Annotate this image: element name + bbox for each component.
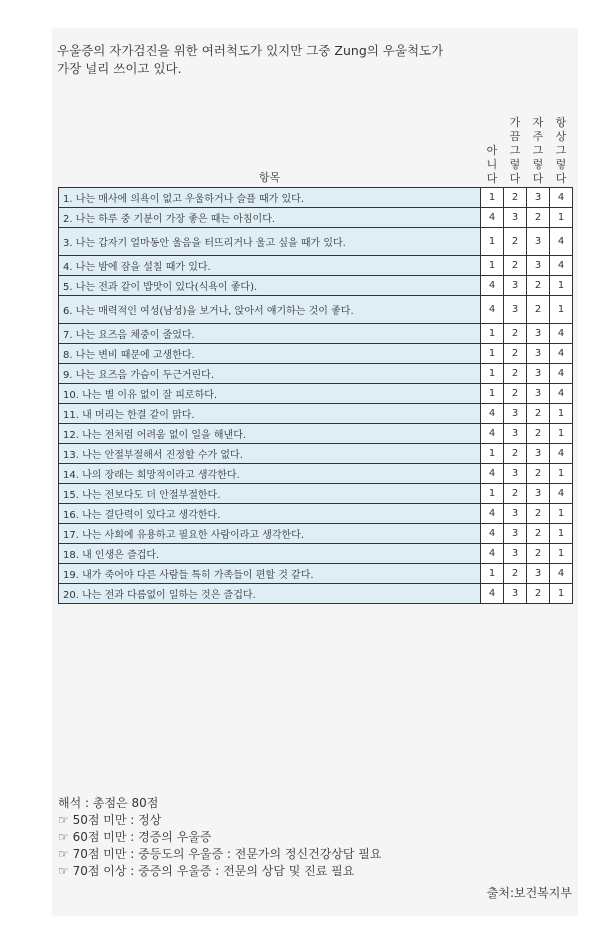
interpretation-line: ☞ 60점 미만 : 경증의 우울증 [58,830,212,844]
item-column-header: 항목 [59,116,481,188]
item-text: 16. 나는 결단력이 있다고 생각한다. [59,504,481,524]
score-cell: 4 [481,584,504,604]
score-cell: 3 [527,324,550,344]
table-header-row [59,116,573,188]
item-text: 5. 나는 전과 같이 밥맛이 있다(식욕이 좋다). [59,276,481,296]
score-cell: 2 [527,524,550,544]
item-text: 3. 나는 갑자기 얼마동안 울음을 터뜨리거나 울고 싶을 때가 있다. [59,228,481,256]
score-cell: 1 [550,524,573,544]
item-text: 14. 나의 장래는 희망적이라고 생각한다. [59,464,481,484]
interpretation-heading: 해석 : 총점은 80점 [58,796,159,810]
score-cell: 2 [504,324,527,344]
score-header-char: 끔 [509,130,521,143]
table-row [59,544,573,564]
score-cell: 2 [504,344,527,364]
item-text: 12. 나는 전처럼 어려움 없이 일을 해낸다. [59,424,481,444]
table-row [59,276,573,296]
interpretation-line: ☞ 50점 미만 : 정상 [58,813,162,827]
score-header-char: 다 [532,172,544,185]
intro-paragraph [57,42,572,78]
score-cell: 2 [527,584,550,604]
item-text: 18. 내 인생은 즐겁다. [59,544,481,564]
score-cell: 1 [550,208,573,228]
table-row [59,296,573,324]
score-header-char: 렇 [509,158,521,171]
item-text: 19. 내가 죽어야 다른 사람들 특히 가족들이 편할 것 같다. [59,564,481,584]
table-row [59,424,573,444]
score-cell: 3 [504,544,527,564]
score-cell: 1 [481,188,504,208]
score-header-sometimes [504,116,527,188]
score-header-char: 가 [509,116,521,129]
table-row [59,384,573,404]
score-header-char: 그 [509,144,521,157]
table-row [59,208,573,228]
score-header-never [481,116,504,188]
score-header-char: 다 [486,172,498,185]
table-row [59,504,573,524]
score-cell: 4 [550,324,573,344]
item-text: 10. 나는 별 이유 없이 잘 피로하다. [59,384,481,404]
source-credit: 출처:보건복지부 [486,886,572,900]
score-cell: 4 [481,276,504,296]
score-cell: 2 [504,228,527,256]
score-cell: 2 [504,564,527,584]
score-cell: 3 [527,228,550,256]
score-cell: 4 [481,524,504,544]
item-text: 7. 나는 요즈음 체중이 줄었다. [59,324,481,344]
score-cell: 4 [550,256,573,276]
score-header-char: 주 [532,130,544,143]
table-row [59,344,573,364]
score-cell: 3 [504,296,527,324]
interpretation-section [58,795,573,880]
score-cell: 3 [527,484,550,504]
zung-depression-scale-table [58,116,573,604]
score-cell: 1 [550,404,573,424]
score-cell: 2 [504,364,527,384]
document-page [52,28,578,916]
score-cell: 3 [504,584,527,604]
score-cell: 3 [527,444,550,464]
table-row [59,484,573,504]
score-header-char: 항 [555,116,567,129]
interpretation-line: ☞ 70점 미만 : 중등도의 우울증 : 전문가의 정신건강상담 필요 [58,847,382,861]
score-header-char: 상 [555,130,567,143]
score-cell: 2 [527,544,550,564]
score-cell: 1 [550,504,573,524]
score-cell: 3 [527,344,550,364]
item-text: 20. 나는 전과 다름없이 일하는 것은 즐겁다. [59,584,481,604]
score-cell: 3 [504,276,527,296]
score-cell: 1 [481,444,504,464]
score-cell: 1 [481,484,504,504]
item-text: 8. 나는 변비 때문에 고생한다. [59,344,481,364]
score-header-char: 다 [509,172,521,185]
score-cell: 4 [550,484,573,504]
score-cell: 3 [504,524,527,544]
score-cell: 3 [504,424,527,444]
table-row [59,324,573,344]
score-cell: 1 [550,464,573,484]
score-cell: 3 [527,364,550,384]
item-text: 17. 나는 사회에 유용하고 필요한 사람이라고 생각한다. [59,524,481,544]
score-header-often [527,116,550,188]
score-cell: 4 [481,504,504,524]
table-row [59,524,573,544]
score-cell: 4 [481,208,504,228]
item-text: 6. 나는 매력적인 여성(남성)을 보거나, 앉아서 얘기하는 것이 좋다. [59,296,481,324]
interpretation-line: ☞ 70점 이상 : 중증의 우울증 : 전문의 상담 및 진료 필요 [58,864,355,878]
table-row [59,584,573,604]
score-cell: 2 [504,256,527,276]
score-cell: 3 [527,564,550,584]
score-cell: 4 [550,188,573,208]
score-cell: 1 [481,384,504,404]
score-cell: 3 [527,188,550,208]
score-header-char: 그 [532,144,544,157]
score-cell: 1 [550,544,573,564]
score-header-always [550,116,573,188]
score-header-char: 그 [555,144,567,157]
score-cell: 1 [481,228,504,256]
score-cell: 1 [481,344,504,364]
item-text: 4. 나는 밤에 잠을 설칠 때가 있다. [59,256,481,276]
item-text: 15. 나는 전보다도 더 안절부절한다. [59,484,481,504]
score-cell: 1 [550,296,573,324]
table-row [59,188,573,208]
score-header-char: 아 [486,144,498,157]
item-text: 2. 나는 하루 중 기분이 가장 좋은 때는 아침이다. [59,208,481,228]
score-header-char: 다 [555,172,567,185]
score-cell: 2 [527,424,550,444]
score-cell: 2 [504,444,527,464]
score-cell: 3 [504,208,527,228]
table-row [59,564,573,584]
item-text: 9. 나는 요즈음 가슴이 두근거린다. [59,364,481,384]
intro-line-2: 가장 널리 쓰이고 있다. [57,61,182,76]
score-cell: 2 [527,404,550,424]
score-cell: 4 [481,296,504,324]
score-cell: 4 [550,444,573,464]
score-cell: 4 [550,364,573,384]
score-header-char: 렇 [532,158,544,171]
score-header-char: 니 [486,158,498,171]
item-text: 13. 나는 안절부절해서 진정할 수가 없다. [59,444,481,464]
score-cell: 2 [504,384,527,404]
table-row [59,256,573,276]
score-cell: 4 [550,228,573,256]
score-cell: 4 [481,424,504,444]
score-cell: 2 [527,464,550,484]
score-cell: 2 [527,276,550,296]
item-text: 11. 내 머리는 한결 같이 맑다. [59,404,481,424]
score-cell: 1 [481,564,504,584]
score-header-char: 자 [532,116,544,129]
score-cell: 1 [481,364,504,384]
score-cell: 2 [527,296,550,324]
intro-line-1: 우울증의 자가검진을 위한 여러척도가 있지만 그중 Zung의 우울척도가 [57,43,444,58]
item-text: 1. 나는 매사에 의욕이 없고 우울하거나 슬플 때가 있다. [59,188,481,208]
score-cell: 3 [504,404,527,424]
score-cell: 1 [550,424,573,444]
score-cell: 1 [550,276,573,296]
score-cell: 3 [504,464,527,484]
table-row [59,404,573,424]
table-row [59,228,573,256]
score-cell: 4 [481,544,504,564]
score-cell: 1 [550,584,573,604]
score-cell: 4 [481,404,504,424]
score-cell: 3 [527,256,550,276]
table-row [59,444,573,464]
score-cell: 2 [527,208,550,228]
score-header-char: 렇 [555,158,567,171]
score-cell: 1 [481,324,504,344]
score-cell: 4 [550,344,573,364]
score-cell: 4 [550,384,573,404]
score-cell: 1 [481,256,504,276]
score-cell: 2 [504,188,527,208]
score-cell: 3 [527,384,550,404]
table-row [59,464,573,484]
score-cell: 2 [504,484,527,504]
score-cell: 2 [527,504,550,524]
table-row [59,364,573,384]
score-cell: 4 [481,464,504,484]
score-cell: 4 [550,564,573,584]
score-cell: 3 [504,504,527,524]
